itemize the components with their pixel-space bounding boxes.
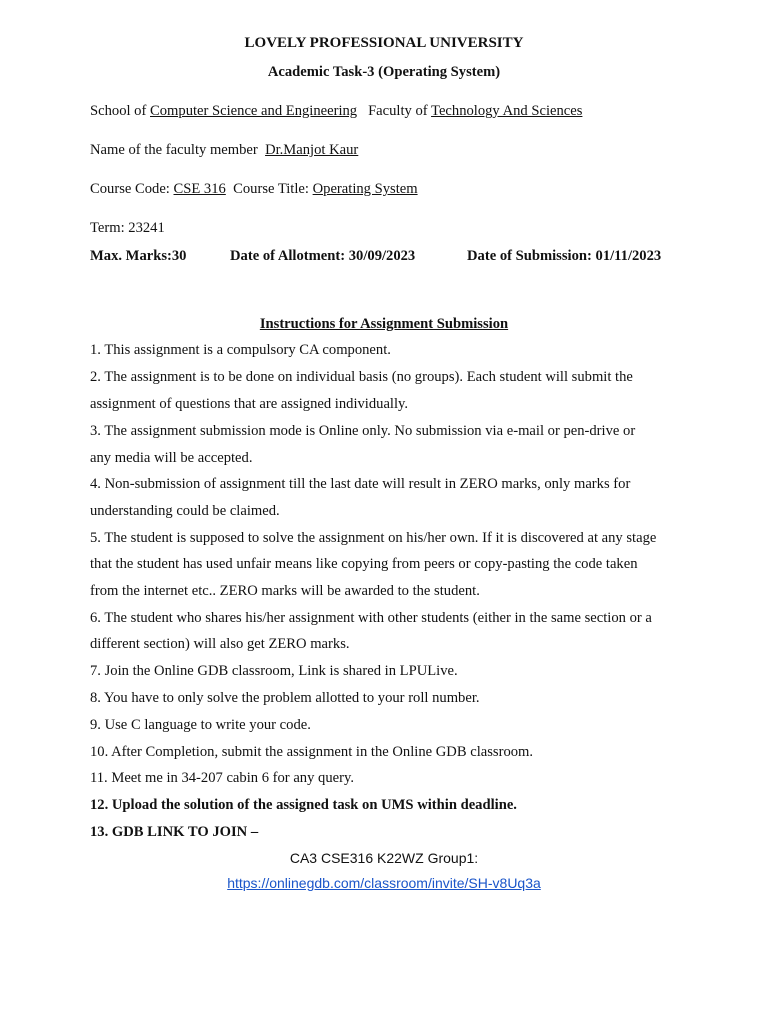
university-title: LOVELY PROFESSIONAL UNIVERSITY <box>244 35 524 51</box>
faculty-label: Faculty of <box>368 103 428 119</box>
instruction-line: 5. The student is supposed to solve the assignment on his/her own. If it is discovered at any stage <box>90 530 657 546</box>
faculty-member-label: Name of the faculty member <box>90 142 258 158</box>
course-code-label: Course Code: <box>90 181 170 197</box>
gdb-group-label: CA3 CSE316 K22WZ Group1: <box>289 850 479 866</box>
course-code-value: CSE 316 <box>173 181 226 197</box>
term-line: Term: 23241 <box>90 220 165 236</box>
faculty-value: Technology And Sciences <box>431 103 583 119</box>
instruction-line: 6. The student who shares his/her assignment with other students (either in the same section or a <box>90 610 652 626</box>
instruction-line: assignment of questions that are assigned individually. <box>90 396 409 412</box>
school-label: School of <box>90 103 147 119</box>
school-value: Computer Science and Engineering <box>150 103 358 119</box>
instruction-line: 10. After Completion, submit the assignment in the Online GDB classroom. <box>90 744 534 760</box>
course-line <box>90 181 418 198</box>
instruction-line: 7. Join the Online GDB classroom, Link is shared in LPULive. <box>90 663 458 679</box>
school-line <box>90 103 582 120</box>
instructions-heading: Instructions for Assignment Submission <box>259 316 509 332</box>
instruction-line: 1. This assignment is a compulsory CA component. <box>90 342 391 358</box>
instruction-line: that the student has used unfair means like copying from peers or copy-pasting the code taken <box>90 556 638 572</box>
instruction-line-upload: 12. Upload the solution of the assigned task on UMS within deadline. <box>90 797 517 813</box>
instruction-line-gdb: 13. GDB LINK TO JOIN – <box>90 824 259 840</box>
instruction-line: 3. The assignment submission mode is Online only. No submission via e-mail or pen-drive or <box>90 423 636 439</box>
course-title-value: Operating System <box>312 181 418 197</box>
instruction-line: 4. Non-submission of assignment till the last date will result in ZERO marks, only marks for <box>90 476 631 492</box>
instruction-line: 9. Use C language to write your code. <box>90 717 311 733</box>
instruction-line: understanding could be claimed. <box>90 503 280 519</box>
faculty-member-line <box>90 142 358 159</box>
instruction-line: different section) will also get ZERO marks. <box>90 636 350 652</box>
instruction-line: 8. You have to only solve the problem allotted to your roll number. <box>90 690 480 706</box>
max-marks: Max. Marks:30 <box>90 248 187 264</box>
date-of-allotment: Date of Allotment: 30/09/2023 <box>230 248 416 264</box>
course-title-label: Course Title: <box>233 181 309 197</box>
instruction-line: from the internet etc.. ZERO marks will be awarded to the student. <box>90 583 480 599</box>
instruction-line: any media will be accepted. <box>90 450 253 466</box>
instruction-line: 2. The assignment is to be done on individual basis (no groups). Each student will submit the <box>90 369 633 385</box>
task-title: Academic Task-3 (Operating System) <box>267 64 501 80</box>
instruction-line: 11. Meet me in 34-207 cabin 6 for any query. <box>90 770 354 786</box>
gdb-invite-link[interactable]: https://onlinegdb.com/classroom/invite/SH-v8Uq3a <box>227 875 541 891</box>
gdb-link-row <box>0 875 768 891</box>
date-of-submission: Date of Submission: 01/11/2023 <box>467 248 662 264</box>
faculty-member-value: Dr.Manjot Kaur <box>265 142 359 158</box>
